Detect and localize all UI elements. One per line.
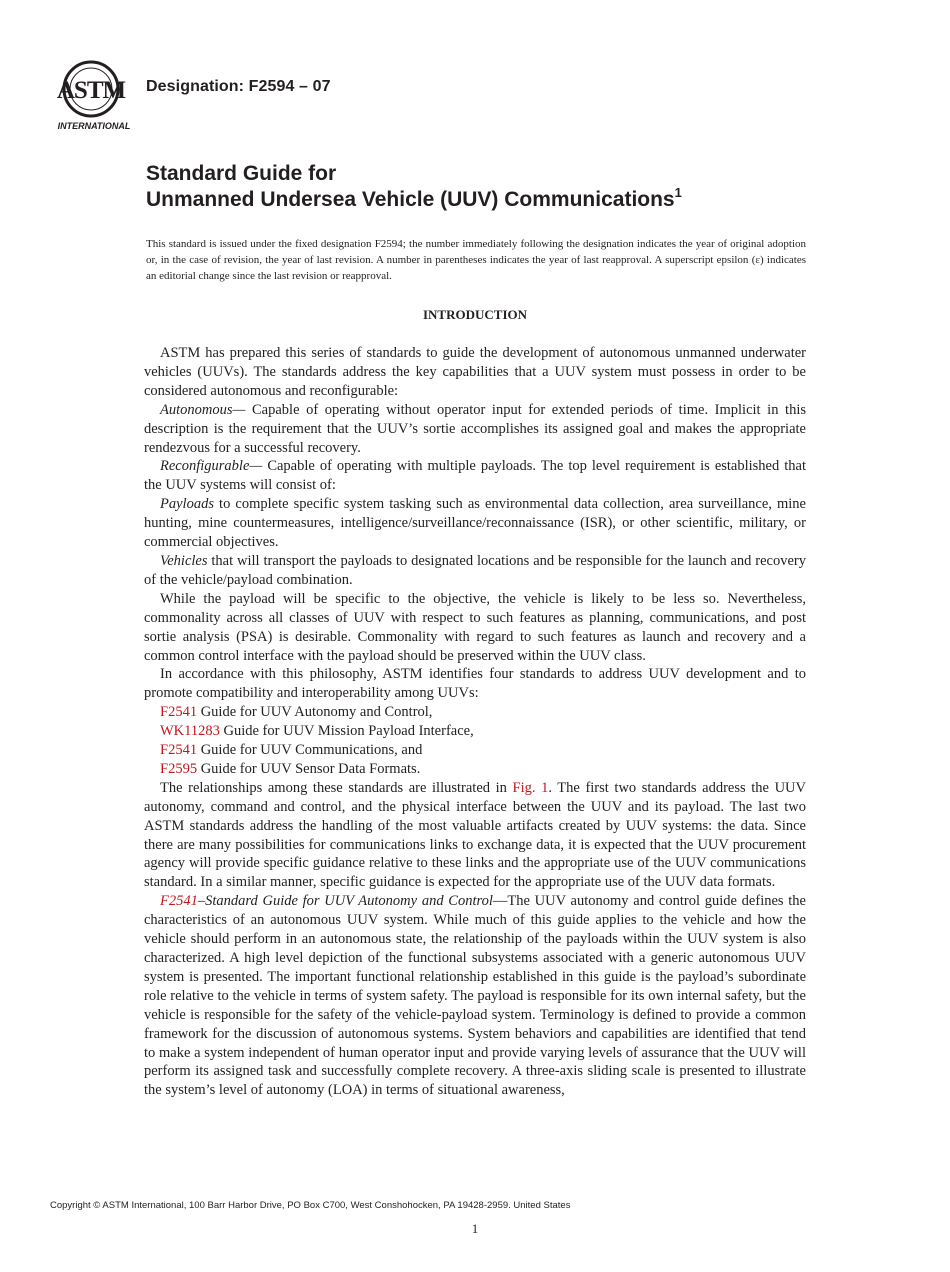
figure-1-link[interactable]: Fig. 1: [512, 779, 549, 796]
f2541-text: —The UUV autonomy and control guide defines the characteristics of an autonomous UUV system. While much of this guide applies to the vehicle and how the vehicle should perform in an autonomous state, the relationship of the payloads within the UUV system is also characterized. A high level depiction of the functional subsystems associated with a generic autonomous UUV system is presented. The important functional relationship established in this guide is the payload’s subordinate role relative to the vehicle in terms of system safety. The payload is responsible for its own internal safety, but the vehicle is responsible for the safety of the vehicle-payload system. Terminology is defined to provide a common framework for the discussion of autonomous systems. System behaviors and capabilities are identified that tend to make a system independent of human operator input and provide varying levels of assurance that the UUV will perform its assigned task and successfully complete recovery. A three-axis sliding scale is presented to illustrate the system’s level of autonomy (LOA) in terms of situational awareness,: [144, 893, 806, 1099]
standard-link[interactable]: F2595: [160, 760, 198, 777]
standard-link[interactable]: F2541: [160, 742, 198, 759]
reconfigurable-text: Capable of operating with multiple payloads. The top level requirement is established that the UUV systems will consist of:: [144, 458, 806, 494]
designation: Designation: F2594 – 07: [146, 78, 331, 95]
payloads-definition: [144, 495, 806, 552]
standard-list-item: [144, 722, 806, 741]
standard-link[interactable]: F2541: [160, 704, 198, 721]
reconfigurable-term: Reconfigurable—: [160, 458, 263, 475]
standard-list-item: [144, 703, 806, 722]
relationships-text-pre: The relationships among these standards are illustrated in: [160, 779, 513, 796]
title-line-1: Standard Guide for: [146, 162, 337, 185]
intro-paragraph: ASTM has prepared this series of standards to guide the development of autonomous unmanned underwater vehicles (UUVs). The standards address the key capabilities that a UUV system must possess in order to be considered autonomous and reconfigurable:: [144, 345, 806, 399]
payloads-text: to complete specific system tasking such as environmental data collection, area surveillance, mine hunting, mine countermeasures, intelligence/surveillance/reconnaissance (ISR), or other scientific, military, or commercial objectives.: [144, 496, 806, 551]
autonomous-text: Capable of operating without operator input for extended periods of time. Implicit in this description is the requirement that the UUV’s sortie accomplishes its assigned goal and makes the appropriate rendezvous for a successful recovery.: [144, 401, 806, 456]
autonomous-definition: [144, 401, 806, 458]
relationships-text-post: . The first two standards address the UUV autonomy, command and control, and the physical interface between the UUV and its payload. The last two ASTM standards address the handling of the most valuable artifacts created by UUV systems: the data. Since there are many possibilities for communications links to exchange data, it is expected that the UUV procurement agency will provide specific guidance relative to these links and the appropriate use of the UUV communications standard. In a similar manner, specific guidance is expected for the appropriate use of the UUV data formats.: [144, 779, 806, 891]
relationships-paragraph: [144, 779, 806, 892]
f2541-paragraph: [144, 892, 806, 1100]
astm-logo: [53, 58, 135, 132]
standard-list-item: [144, 760, 806, 779]
title-footnote-mark[interactable]: 1: [674, 185, 682, 200]
f2541-title: –Standard Guide for UUV Autonomy and Control: [197, 893, 493, 910]
vehicles-definition: [144, 552, 806, 590]
astm-logo-letters: ASTM: [56, 77, 126, 104]
title-line-2-text: Unmanned Undersea Vehicle (UUV) Communications: [146, 188, 675, 211]
standard-list-item: [144, 741, 806, 760]
vehicles-text: that will transport the payloads to designated locations and be responsible for the launch and recovery of the vehicle/payload combination.: [144, 552, 806, 588]
reconfigurable-definition: [144, 457, 806, 495]
accordance-paragraph: In accordance with this philosophy, ASTM identifies four standards to address UUV development and to promote compatibility and interoperability among UUVs:: [144, 666, 806, 702]
astm-logo-international: INTERNATIONAL: [57, 121, 131, 131]
introduction-body: [144, 344, 806, 1100]
standard-description: Guide for UUV Sensor Data Formats.: [197, 760, 421, 777]
autonomous-term: Autonomous—: [160, 401, 246, 418]
payloads-term: Payloads: [160, 496, 214, 513]
page-number: 1: [471, 1221, 479, 1236]
vehicles-term: Vehicles: [160, 552, 208, 569]
copyright-notice: Copyright © ASTM International, 100 Barr Harbor Drive, PO Box C700, West Conshohocken, PA 19428-2959. United States: [50, 1200, 571, 1211]
document-title: [146, 161, 682, 213]
commonality-paragraph: While the payload will be specific to the objective, the vehicle is likely to be less so. Nevertheless, commonality across all classes of UUV with respect to such features as planning, communications, and post sortie analysis (PSA) is desirable. Commonality with regard to such features as launch and recovery and a common control interface with the payload should be preserved within the UUV class.: [144, 590, 806, 664]
standard-description: Guide for UUV Autonomy and Control,: [197, 704, 433, 721]
standard-description: Guide for UUV Communications, and: [197, 742, 423, 759]
standard-description: Guide for UUV Mission Payload Interface,: [219, 723, 474, 740]
introduction-heading: INTRODUCTION: [422, 307, 527, 322]
standard-link[interactable]: WK11283: [160, 723, 220, 740]
issued-note: This standard is issued under the fixed designation F2594; the number immediately following the designation indicates the year of original adoption or, in the case of revision, the year of last revision. A number in parentheses indicates the year of last reapproval. A superscript epsilon (ε) indicates an editorial change since the last revision or reapproval.: [146, 238, 806, 282]
f2541-link[interactable]: F2541: [160, 893, 198, 910]
title-line-2: [146, 187, 682, 213]
